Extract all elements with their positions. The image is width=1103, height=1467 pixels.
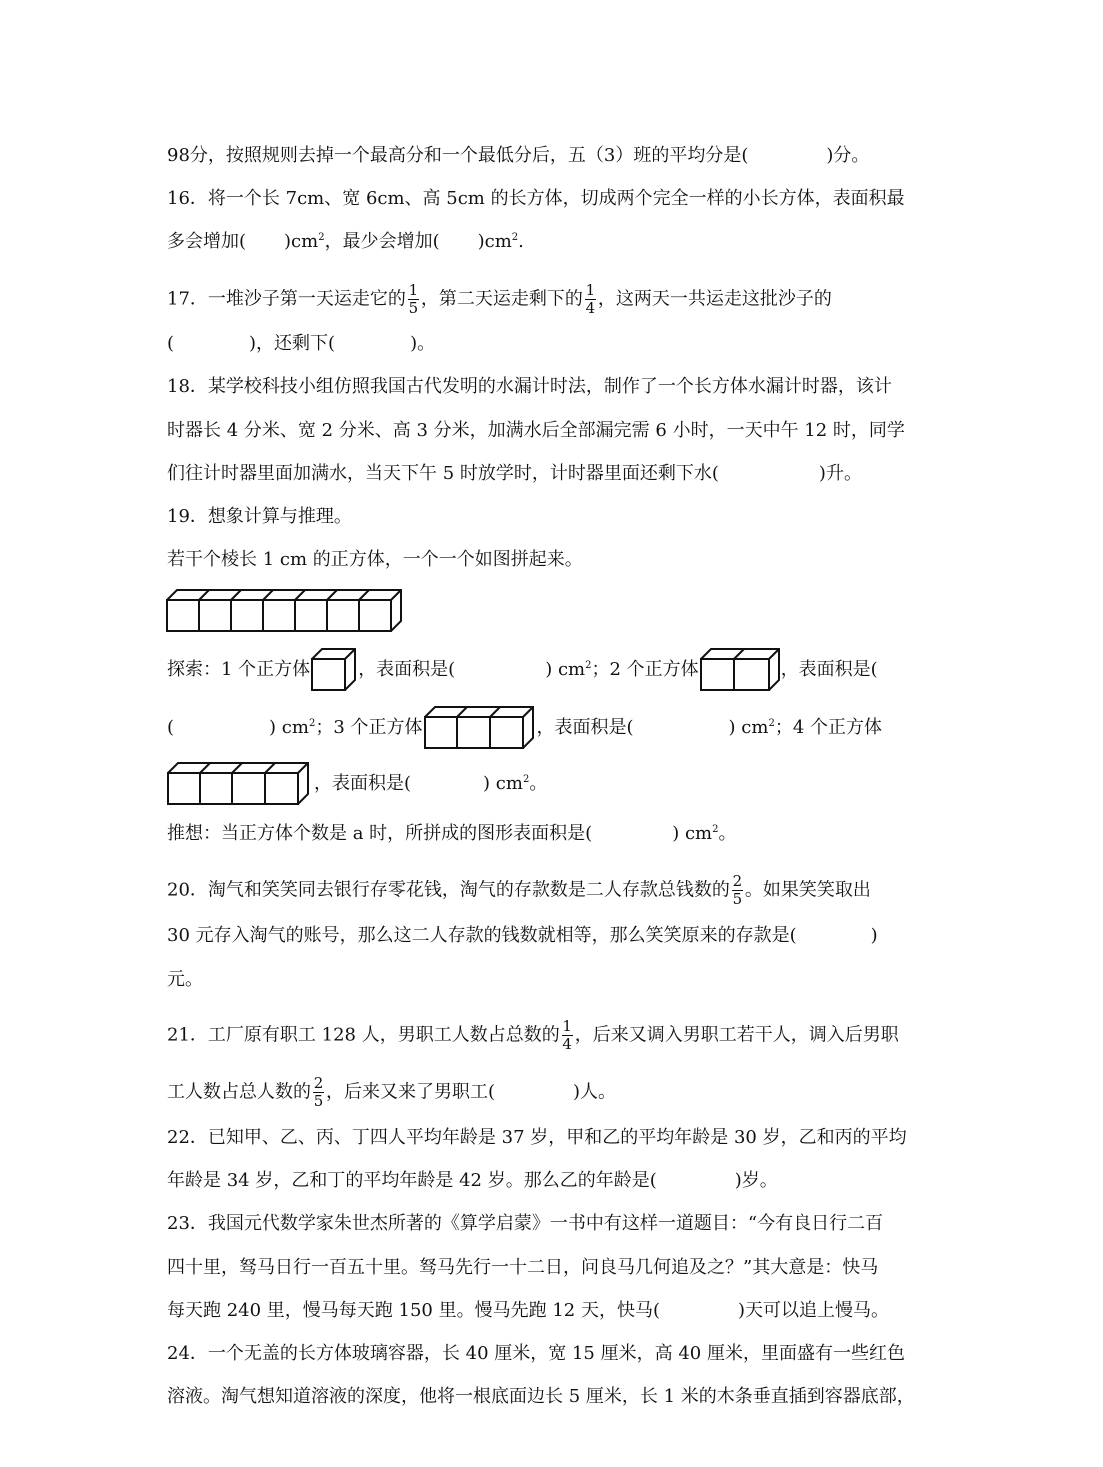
q24-text-2: 溶液。淘气想知道溶液的深度，他将一根底面边长 5 厘米，长 1 米的木条垂直插到容器底部， <box>167 1386 915 1407</box>
q19-c3-label: 3 个正方体 <box>333 717 423 738</box>
q16-text-d: )cm <box>477 231 512 252</box>
q24-text-1: 24．一个无盖的长方体玻璃容器，长 40 厘米，宽 15 厘米，高 40 厘米，里面盛有一些红色 <box>167 1343 905 1364</box>
q16-text-a: 多会增加( <box>167 231 247 252</box>
q16-line-2 <box>167 230 524 254</box>
q19-unit-3: ) cm <box>728 717 769 738</box>
q22-text-1: 22．已知甲、乙、丙、丁四人平均年龄是 37 岁，甲和乙的平均年龄是 30 岁，乙和丙的平均 <box>167 1127 907 1148</box>
q21-text-a: 21．工厂原有职工 128 人，男职工人数占总数的 <box>167 1024 560 1046</box>
q19-unit-4: ) cm <box>483 773 523 794</box>
q21-f1-den: 4 <box>562 1035 572 1053</box>
q16-text-c: ，最少会增加( <box>324 231 440 252</box>
q19-sa-1: ，表面积是( <box>358 659 456 680</box>
q17-text-b: ，第二天运走剩下的 <box>420 288 583 310</box>
q19-title-text: 19．想象计算与推理。 <box>167 506 352 527</box>
q17-f1-num: 1 <box>408 281 419 299</box>
q20-text-c: 30 元存入淘气的账号，那么这二人存款的钱数就相等，那么笑笑原来的存款是( <box>167 925 797 946</box>
q19-sa-3: ，表面积是( <box>536 717 634 738</box>
q19-explore-line-2 <box>167 706 882 750</box>
q19-semi-2: ； <box>315 717 334 738</box>
q16-text-b: )cm <box>284 231 319 252</box>
q21-fraction-2 <box>313 1075 324 1110</box>
q23-line-3 <box>167 1299 889 1323</box>
q20-text-b: 。如果笑笑取出 <box>744 879 871 901</box>
q19-explore-label: 探索：1 个正方体 <box>167 659 311 680</box>
q19-sq-1: 2 <box>585 660 592 671</box>
q22-line-1 <box>167 1126 907 1150</box>
q20-f-den: 5 <box>732 890 743 908</box>
q19-unit-2: ) cm <box>269 717 309 738</box>
q23-text-2: 四十里，驽马日行一百五十里。驽马先行一十二日，问良马几何追及之？”其大意是：快马 <box>167 1257 879 1278</box>
q23-text-1: 23．我国元代数学家朱世杰所著的《算学启蒙》一书中有这样一道题目：“今有良日行二百 <box>167 1213 884 1234</box>
q20-text-e: 元。 <box>167 969 203 990</box>
q20-text-a: 20．淘气和笑笑同去银行存零花钱，淘气的存款数是二人存款总钱数的 <box>167 879 730 901</box>
q17-line-1 <box>167 282 832 317</box>
q23-text-3b: )天可以追上慢马。 <box>737 1300 889 1321</box>
q19-intro <box>167 548 583 572</box>
q21-f1-num: 1 <box>562 1017 572 1035</box>
q19-explore-line-3 <box>167 762 547 806</box>
q17-text-e: )。 <box>410 333 436 354</box>
q18-text-2: 时器长 4 分米、宽 2 分米、高 3 分米，加满水后全部漏完需 6 小时，一天中午 12 时，同学 <box>167 420 905 441</box>
q19-end-5: 。 <box>718 823 737 844</box>
q21-text-e: )人。 <box>573 1081 617 1103</box>
q16-sup-1: 2 <box>318 232 325 243</box>
q19-unit-1: ) cm <box>545 659 586 680</box>
q19-explore-line-1 <box>167 648 878 692</box>
q19-semi-3: ； <box>774 717 793 738</box>
q17-open: ( <box>167 333 175 354</box>
q19-guess-text: 推想：当正方体个数是 a 时，所拼成的图形表面积是( <box>167 823 593 844</box>
q20-line-1 <box>167 873 871 908</box>
q20-fraction <box>732 873 743 908</box>
q18-line-1 <box>167 375 892 399</box>
q21-f2-num: 2 <box>313 1074 324 1092</box>
q20-line-3 <box>167 968 203 992</box>
q16-text: 16．将一个长 7cm、宽 6cm、高 5cm 的长方体，切成两个完全一样的小长方体，表面积最 <box>167 188 905 209</box>
q21-line-2 <box>167 1075 616 1110</box>
q21-text-b: ，后来又调入男职工若干人，调入后男职 <box>574 1024 899 1046</box>
q21-fraction-1 <box>562 1018 573 1053</box>
q18-line-2 <box>167 419 905 443</box>
q19-sq-4: 2 <box>522 774 530 785</box>
q22-text-2b: )岁。 <box>734 1170 778 1191</box>
q16-sup-2: 2 <box>511 232 519 243</box>
q21-text-d: ，后来又来了男职工( <box>326 1081 496 1103</box>
q18-text-3a: 们往计时器里面加满水，当天下午 5 时放学时，计时器里面还剩下水( <box>167 463 719 484</box>
q19-end-4: 。 <box>529 773 548 794</box>
q19-open-2: ( <box>167 717 175 738</box>
q19-semi-1: ； <box>591 659 610 680</box>
q17-fraction-1 <box>408 282 419 317</box>
q20-line-2 <box>167 924 878 948</box>
q18-text-1: 18．某学校科技小组仿照我国古代发明的水漏计时法，制作了一个长方体水漏计时器，该计 <box>167 376 892 397</box>
q20-f-num: 2 <box>732 872 743 890</box>
q17-f2-den: 4 <box>585 299 596 317</box>
q21-f2-den: 5 <box>313 1092 324 1110</box>
two-cubes-figure <box>699 648 781 692</box>
q22-text-2a: 年龄是 34 岁，乙和丁的平均年龄是 42 岁。那么乙的年龄是( <box>167 1170 657 1191</box>
q24-line-1 <box>167 1342 905 1366</box>
seven-cubes-figure <box>166 589 404 633</box>
q17-text-d: )，还剩下( <box>249 333 336 354</box>
q19-sq-3: 2 <box>768 718 775 729</box>
q19-title <box>167 505 352 529</box>
q19-c2-label: 2 个正方体 <box>609 659 699 680</box>
q21-line-1 <box>167 1018 899 1053</box>
q22-line-2 <box>167 1169 778 1193</box>
q23-line-1 <box>167 1212 883 1236</box>
q16-line-1 <box>167 187 905 211</box>
q24-line-2 <box>167 1385 915 1409</box>
q19-c4-label: 4 个正方体 <box>792 717 882 738</box>
q19-sq-5: 2 <box>712 824 719 835</box>
q19-intro-text: 若干个棱长 1 cm 的正方体，一个一个如图拼起来。 <box>167 549 583 570</box>
q19-unit-5: ) cm <box>672 823 713 844</box>
q15-suffix: )分。 <box>826 145 870 166</box>
q17-f1-den: 5 <box>408 299 419 317</box>
q21-text-c: 工人数占总人数的 <box>167 1081 311 1103</box>
four-cubes-figure <box>166 762 314 806</box>
q18-line-3 <box>167 462 862 486</box>
q20-text-d: ) <box>870 925 878 946</box>
q17-fraction-2 <box>585 282 596 317</box>
q17-text-a: 17．一堆沙子第一天运走它的 <box>167 288 406 310</box>
q19-sa-4: ，表面积是( <box>314 773 412 794</box>
q17-text-c: ，这两天一共运走这批沙子的 <box>597 288 832 310</box>
q18-text-3b: )升。 <box>818 463 862 484</box>
q19-guess-line <box>167 822 736 846</box>
three-cubes-figure <box>423 706 537 750</box>
q15-text: 98分，按照规则去掉一个最高分和一个最低分后，五（3）班的平均分是( <box>167 145 749 166</box>
q19-sa-2: ，表面积是( <box>780 659 878 680</box>
q17-line-2 <box>167 332 435 356</box>
q23-text-3a: 每天跑 240 里，慢马每天跑 150 里。慢马先跑 12 天，快马( <box>167 1300 660 1321</box>
q19-sq-2: 2 <box>308 718 316 729</box>
q23-line-2 <box>167 1256 878 1280</box>
q15-tail-line <box>167 144 869 168</box>
q16-text-e: . <box>518 231 524 252</box>
q17-f2-num: 1 <box>585 281 596 299</box>
one-cube-figure <box>310 648 358 692</box>
